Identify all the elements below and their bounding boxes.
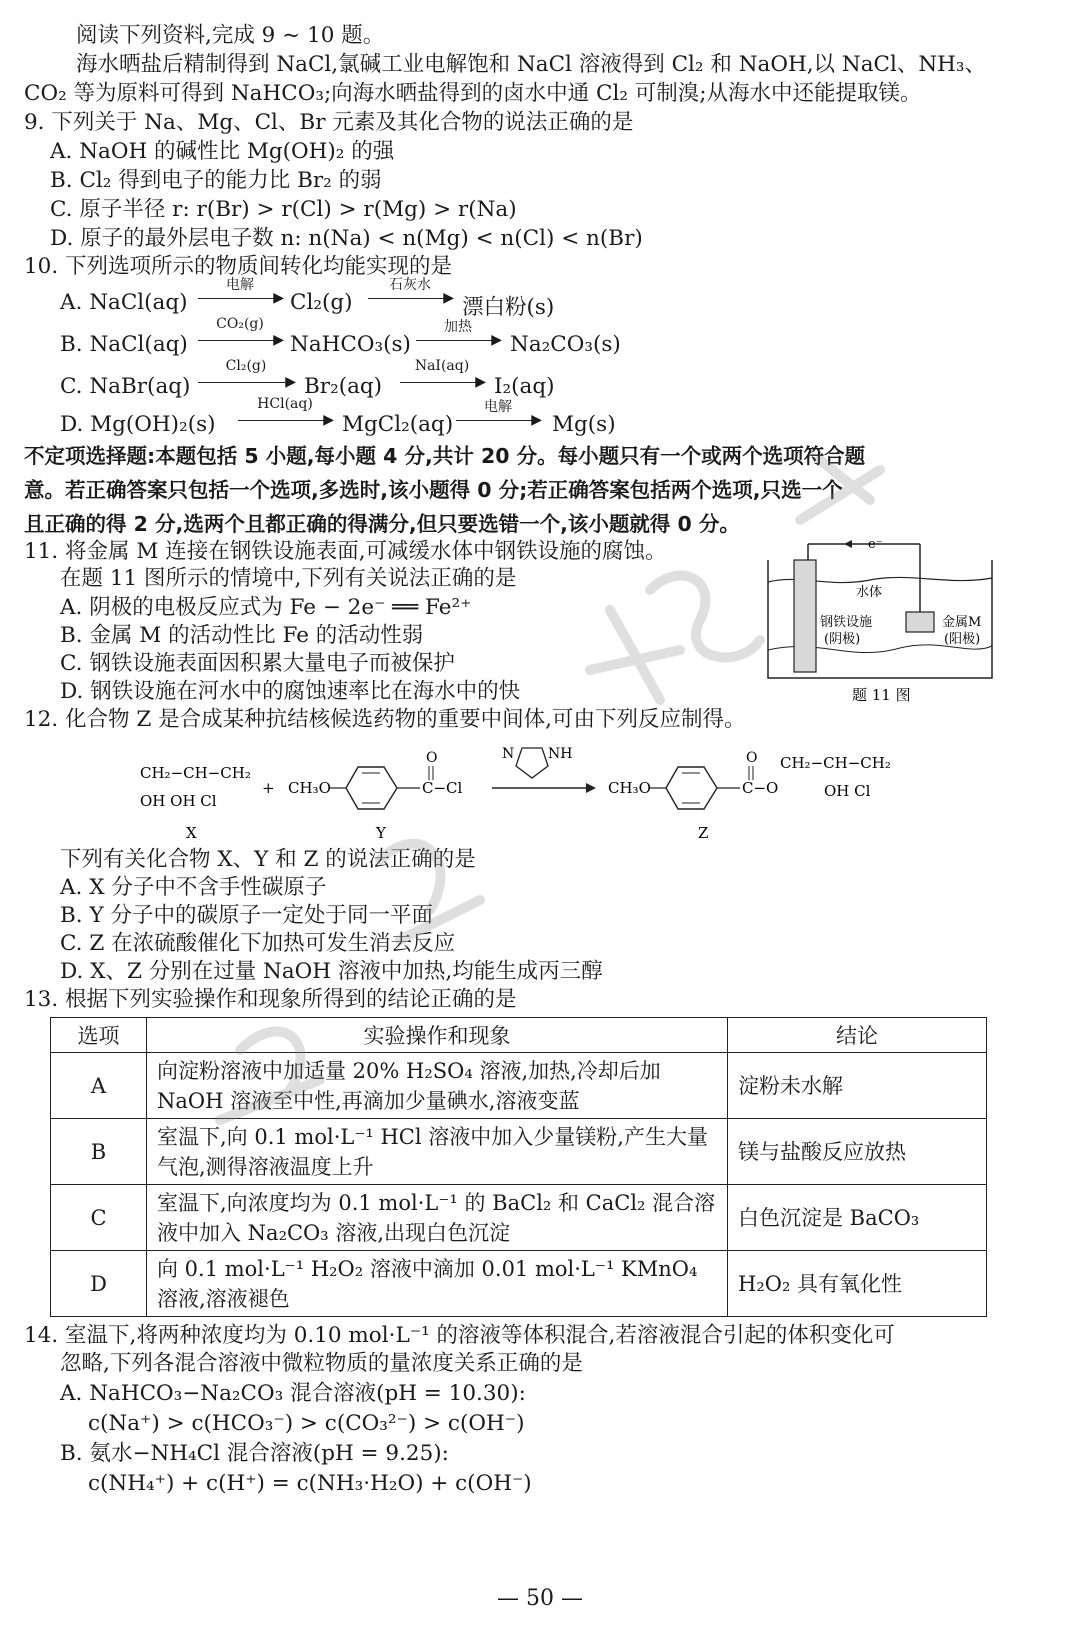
q11-option-c: C. 钢铁设施表面因积累大量电子而被保护 bbox=[60, 651, 455, 676]
y-acyl-chloride: C−Cl bbox=[422, 779, 463, 797]
q12-stem: 12. 化合物 Z 是合成某种抗结核候选药物的重要中间体,可由下列反应制得。 bbox=[24, 707, 746, 732]
row-option: C bbox=[51, 1185, 147, 1251]
x-chain-bottom: OH OH Cl bbox=[140, 792, 217, 810]
row-option: D bbox=[51, 1251, 147, 1317]
q11-stem-1: 11. 将金属 M 连接在钢铁设施表面,可减缓水体中钢铁设施的腐蚀。 bbox=[24, 539, 667, 564]
imidazole-nh: NH bbox=[548, 746, 573, 762]
row-conclusion: 镁与盐酸反应放热 bbox=[728, 1119, 987, 1185]
y-label: Y bbox=[376, 824, 386, 842]
q14-option-a-2: c(Na⁺) > c(HCO₃⁻) > c(CO₃²⁻) > c(OH⁻) bbox=[88, 1411, 525, 1436]
q13-stem: 13. 根据下列实验操作和现象所得到的结论正确的是 bbox=[24, 987, 517, 1012]
q12-question: 下列有关化合物 X、Y 和 Z 的说法正确的是 bbox=[60, 847, 476, 872]
row-conclusion: H₂O₂ 具有氧化性 bbox=[728, 1251, 987, 1317]
section-line-1: 不定项选择题:本题包括 5 小题,每小题 4 分,共计 20 分。每小题只有一个或两个选项符合题 bbox=[24, 444, 866, 468]
figure-wire bbox=[808, 540, 920, 612]
q9-stem: 9. 下列关于 Na、Mg、Cl、Br 元素及其化合物的说法正确的是 bbox=[24, 110, 634, 135]
z-ester: C−O bbox=[742, 779, 779, 797]
table-row bbox=[51, 1053, 987, 1119]
plus-sign: + bbox=[262, 779, 275, 797]
q12-reaction-scheme bbox=[130, 738, 930, 848]
q14-option-b-1: B. 氨水−NH₄Cl 混合溶液(pH = 9.25): bbox=[60, 1441, 449, 1466]
q11-option-a: A. 阴极的电极反应式为 Fe − 2e⁻ ══ Fe²⁺ bbox=[60, 595, 472, 620]
q12-option-d: D. X、Z 分别在过量 NaOH 溶液中加热,均能生成丙三醇 bbox=[60, 959, 603, 984]
table-header-row bbox=[51, 1018, 987, 1053]
intro-line-3: CO₂ 等为原料可得到 NaHCO₃;向海水晒盐得到的卤水中通 Cl₂ 可制溴;从海水中还能提取镁。 bbox=[24, 81, 922, 106]
steel-label-2: (阴极) bbox=[824, 632, 861, 647]
q11-figure bbox=[760, 530, 1010, 710]
header-option: 选项 bbox=[51, 1018, 147, 1053]
q10-stem: 10. 下列选项所示的物质间转化均能实现的是 bbox=[24, 254, 453, 279]
q14-stem-1: 14. 室温下,将两种浓度均为 0.10 mol·L⁻¹ 的溶液等体积混合,若溶液混合引起的体积变化可 bbox=[24, 1323, 895, 1348]
intro-line-1: 阅读下列资料,完成 9 ~ 10 题。 bbox=[76, 23, 385, 48]
q12-option-c: C. Z 在浓硫酸催化下加热可发生消去反应 bbox=[60, 931, 456, 956]
y-oxygen: O bbox=[426, 750, 438, 766]
electron-arrow-icon bbox=[844, 540, 852, 548]
header-conclusion: 结论 bbox=[728, 1018, 987, 1053]
row-option: A bbox=[51, 1053, 147, 1119]
reaction-arrow-head-icon bbox=[586, 783, 596, 793]
row-option: B bbox=[51, 1119, 147, 1185]
y-methoxy: CH₃O bbox=[288, 779, 331, 797]
metal-m-block bbox=[906, 612, 934, 632]
imidazole-ring-icon bbox=[516, 748, 548, 778]
row-operation: 室温下,向 0.1 mol·L⁻¹ HCl 溶液中加入少量镁粉,产生大量气泡,测得溶液温度上升 bbox=[147, 1119, 728, 1185]
section-line-2: 意。若正确答案只包括一个选项,多选时,该小题得 0 分;若正确答案包括两个选项,只选一个 bbox=[24, 478, 843, 502]
metal-label-1: 金属M bbox=[942, 615, 982, 630]
q9-option-d: D. 原子的最外层电子数 n: n(Na) < n(Mg) < n(Cl) < n(Br) bbox=[50, 226, 643, 251]
figure-caption: 题 11 图 bbox=[852, 686, 911, 704]
intro-line-2: 海水晒盐后精制得到 NaCl,氯碱工业电解饱和 NaCl 溶液得到 Cl₂ 和 NaOH,以 NaCl、NH₃、 bbox=[76, 52, 987, 77]
table-row bbox=[51, 1185, 987, 1251]
row-operation: 向淀粉溶液中加适量 20% H₂SO₄ 溶液,加热,冷却后加 NaOH 溶液至中性,再滴加少量碘水,溶液变蓝 bbox=[147, 1053, 728, 1119]
x-label: X bbox=[186, 824, 197, 842]
row-conclusion: 淀粉未水解 bbox=[728, 1053, 987, 1119]
x-chain-top: CH₂−CH−CH₂ bbox=[140, 764, 251, 782]
row-operation: 室温下,向浓度均为 0.1 mol·L⁻¹ 的 BaCl₂ 和 CaCl₂ 混合溶液中加入 Na₂CO₃ 溶液,出现白色沉淀 bbox=[147, 1185, 728, 1251]
q9-option-a: A. NaOH 的碱性比 Mg(OH)₂ 的强 bbox=[50, 139, 395, 164]
imidazole-n: N bbox=[502, 746, 515, 762]
q14-option-b-2: c(NH₄⁺) + c(H⁺) = c(NH₃·H₂O) + c(OH⁻) bbox=[88, 1471, 532, 1496]
q9-option-b: B. Cl₂ 得到电子的能力比 Br₂ 的弱 bbox=[50, 168, 382, 193]
z-chain-top: CH₂−CH−CH₂ bbox=[780, 754, 891, 772]
row-conclusion: 白色沉淀是 BaCO₃ bbox=[728, 1185, 987, 1251]
q11-option-d: D. 钢铁设施在河水中的腐蚀速率比在海水中的快 bbox=[60, 679, 521, 704]
table-row bbox=[51, 1251, 987, 1317]
table-row bbox=[51, 1119, 987, 1185]
q14-stem-2: 忽略,下列各混合溶液中微粒物质的量浓度关系正确的是 bbox=[60, 1351, 583, 1376]
steel-structure bbox=[794, 560, 816, 672]
water-label: 水体 bbox=[856, 585, 883, 600]
z-chain-bottom: OH Cl bbox=[824, 782, 871, 800]
z-label: Z bbox=[698, 824, 709, 842]
q12-option-b: B. Y 分子中的碳原子一定处于同一平面 bbox=[60, 903, 433, 928]
z-oxygen: O bbox=[746, 750, 758, 766]
electron-label: e⁻ bbox=[868, 537, 883, 552]
q12-option-a: A. X 分子中不含手性碳原子 bbox=[60, 875, 327, 900]
q11-option-b: B. 金属 M 的活动性比 Fe 的活动性弱 bbox=[60, 623, 424, 648]
row-operation: 向 0.1 mol·L⁻¹ H₂O₂ 溶液中滴加 0.01 mol·L⁻¹ KMnO₄ 溶液,溶液褪色 bbox=[147, 1251, 728, 1317]
header-operation: 实验操作和现象 bbox=[147, 1018, 728, 1053]
section-line-3: 且正确的得 2 分,选两个且都正确的得满分,但只要选错一个,该小题就得 0 分。 bbox=[24, 512, 740, 536]
q13-table bbox=[50, 1017, 987, 1317]
page-number: — 50 — bbox=[497, 1586, 583, 1611]
z-methoxy: CH₃O bbox=[608, 779, 651, 797]
q9-option-c: C. 原子半径 r: r(Br) > r(Cl) > r(Mg) > r(Na) bbox=[50, 197, 517, 222]
steel-label-1: 钢铁设施 bbox=[820, 615, 873, 630]
q14-option-a-1: A. NaHCO₃−Na₂CO₃ 混合溶液(pH = 10.30): bbox=[60, 1381, 526, 1406]
metal-label-2: (阳极) bbox=[944, 632, 981, 647]
q11-stem-2: 在题 11 图所示的情境中,下列有关说法正确的是 bbox=[60, 566, 517, 591]
